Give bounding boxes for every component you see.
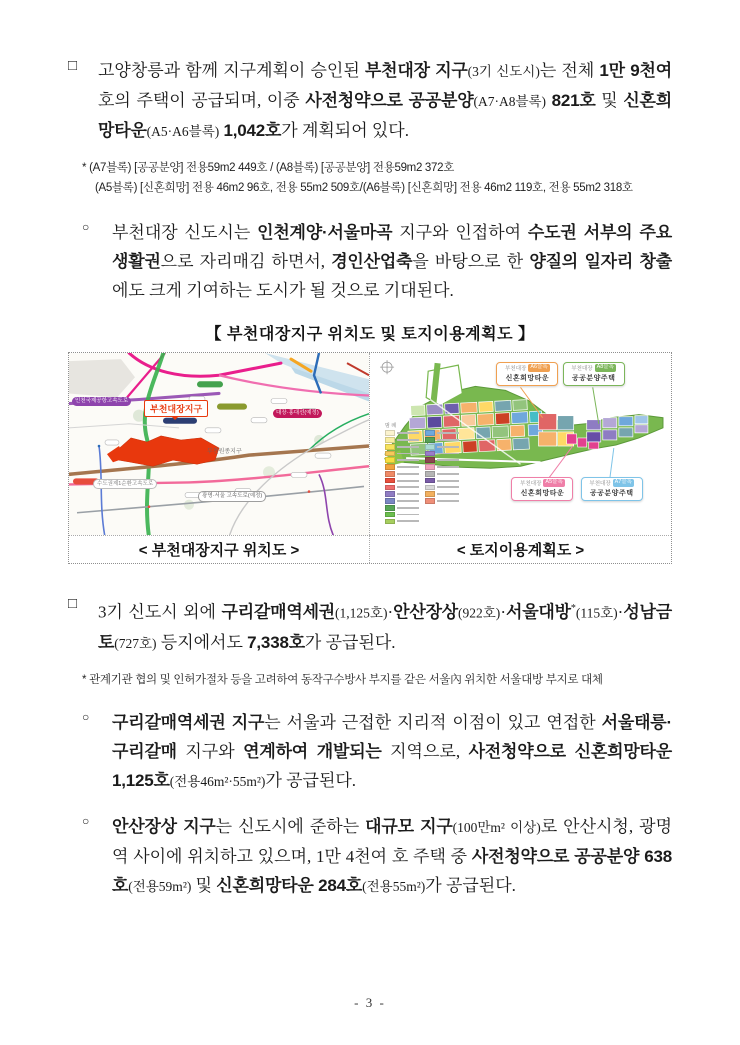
text-segment: 는 신도시에 준하는 — [215, 816, 366, 836]
text-segment: 지구와 — [176, 741, 244, 761]
legend-swatch — [385, 485, 395, 491]
legend-row — [385, 498, 419, 504]
legend-label-bar — [437, 480, 459, 482]
legend-row — [385, 451, 419, 457]
airport-expressway-label: 인천국제공항고속도로 — [72, 397, 131, 406]
callout-prefix: 부천대장 — [520, 480, 542, 487]
legend-swatch — [385, 505, 395, 511]
footnote-site-substitution — [82, 670, 672, 690]
paragraph-text — [112, 812, 672, 901]
legend-row — [385, 491, 419, 497]
legend-row — [385, 512, 419, 518]
legend-row — [425, 491, 459, 497]
legend-swatch — [385, 457, 395, 463]
text-segment: 경인산업축 — [331, 252, 413, 271]
text-segment: 7,338호 — [247, 632, 305, 652]
text-segment: (A5·A6블록) — [146, 124, 220, 139]
legend-swatch — [425, 491, 435, 497]
legend-label-bar — [437, 493, 459, 495]
text-segment: (전용55m²) — [362, 878, 426, 894]
paragraph-other-districts — [68, 594, 672, 658]
paragraph-ansan-jangsang — [68, 812, 672, 901]
legend-row — [385, 471, 419, 477]
legend-row — [385, 430, 419, 436]
text-segment: 가 계획되어 있다. — [281, 121, 409, 140]
text-segment: 호의 주택이 공급되며, 이중 — [98, 91, 306, 110]
landuse-legend — [385, 422, 505, 524]
square-bullet: □ — [68, 595, 78, 612]
callout-type: 공공분양주택 — [589, 489, 634, 497]
callout-block-badge: A8블록 — [596, 364, 614, 371]
callout-a8-public-sale — [563, 362, 625, 386]
legend-swatch — [385, 519, 395, 525]
text-segment: · — [500, 602, 506, 622]
text-segment: (전용46m²·55m²) — [169, 773, 266, 789]
legend-swatch — [425, 498, 435, 504]
paragraph-text — [112, 708, 672, 796]
callout-type: 신혼희망타운 — [520, 489, 565, 497]
text-segment: 으로 자리매김 하면서, — [160, 252, 332, 271]
text-segment: (115호) — [575, 605, 618, 621]
figure-title: 【 부천대장지구 위치도 및 토지이용계획도 】 — [205, 326, 535, 343]
paragraph-bucheon-daejang — [68, 56, 672, 146]
legend-label-bar — [397, 486, 419, 488]
text-segment: 1만 9천여 — [599, 61, 672, 80]
legend-label-bar — [437, 453, 459, 455]
legend-label-bar — [437, 446, 459, 448]
text-segment: 및 — [191, 875, 217, 895]
footnote-line: (A5블록) [신혼희망] 전용 46m2 96호, 전용 55m2 509호/(A6블록) [신혼희망] 전용 46m2 119호, 전용 55m2 318호 — [95, 182, 633, 194]
legend-swatch — [385, 478, 395, 484]
legend-label-bar — [437, 432, 459, 434]
text-segment: 안산장상 — [393, 602, 459, 622]
legend-swatch — [425, 457, 435, 463]
circle-bullet: ○ — [82, 709, 90, 724]
square-bullet: □ — [68, 57, 78, 74]
text-segment: (727호) — [114, 635, 157, 651]
landuse-map — [370, 353, 671, 535]
text-segment: 서울대방 — [505, 602, 571, 622]
legend-label-bar — [397, 446, 419, 448]
text-segment: 을 바탕으로 한 — [412, 252, 530, 271]
text-segment: 821호 — [551, 91, 596, 110]
legend-row — [385, 457, 419, 463]
text-segment: (1,125호) — [335, 605, 388, 621]
legend-row — [425, 478, 459, 484]
text-segment: (전용59m²) — [128, 878, 192, 894]
text-segment: 가 공급된다. — [265, 770, 357, 790]
callout-prefix: 부천대장 — [505, 366, 527, 373]
text-segment: 사전청약으로 공공분양 — [305, 91, 474, 110]
text-segment: (3기 신도시) — [467, 64, 540, 79]
gwangmyeong-seoul-expressway-label: 광명·서울 고속도로(예정) — [198, 491, 266, 502]
text-segment: 서울태릉·구리갈매 — [112, 712, 672, 761]
text-segment: 신혼희망타운 284호 — [216, 875, 363, 895]
text-segment: 지구와 인접하여 — [392, 223, 528, 242]
text-segment: 신혼희망타운 — [98, 91, 672, 140]
legend-swatch — [425, 464, 435, 470]
callout-block-badge: A5블록 — [545, 478, 563, 485]
legend-label-bar — [397, 439, 419, 441]
text-segment: 수도권 서부의 주요 생활권 — [112, 223, 672, 271]
legend-label-bar — [397, 453, 419, 455]
location-map-graphic — [69, 353, 369, 535]
text-segment: 등지에서도 — [156, 632, 248, 652]
text-segment: · — [617, 602, 624, 622]
callout-type: 공공분양주택 — [571, 375, 616, 383]
legend-row — [425, 457, 459, 463]
text-segment: (A7·A8블록) — [473, 94, 547, 109]
text-segment: 대규모 지구 — [365, 816, 453, 836]
legend-row — [425, 498, 459, 504]
circle-bullet: ○ — [82, 220, 90, 234]
text-segment: (922호) — [458, 605, 501, 621]
document-content — [0, 0, 740, 344]
daejang-hongdae-line-label: 대장·홍대선(예정) — [273, 409, 322, 418]
circle-bullet: ○ — [82, 813, 90, 828]
legend-row — [385, 478, 419, 484]
legend-label-bar — [397, 520, 419, 522]
legend-label-bar — [397, 432, 419, 434]
legend-row — [385, 485, 419, 491]
text-segment: 3기 신도시 외에 — [98, 602, 222, 622]
footnote-block-details — [82, 158, 672, 198]
wonjong-district-label: 부천원종지구 — [207, 448, 242, 455]
callout-prefix: 부천대장 — [589, 480, 611, 487]
legend-swatch — [385, 430, 395, 436]
callout-a5-newlywed — [511, 477, 573, 501]
text-segment: 로 안산시청, 광명역 사이에 위치하고 있으며, 1만 4천여 호 주택 중 — [112, 816, 672, 866]
paragraph-text — [98, 56, 672, 146]
legend-row — [385, 444, 419, 450]
paragraph-text — [112, 218, 672, 305]
legend-swatch — [425, 437, 435, 443]
legend-row — [425, 485, 459, 491]
page-number: - 3 - — [354, 995, 386, 1010]
text-segment: 사전청약으로 신혼희망타운 1,125호 — [112, 741, 672, 790]
legend-column — [425, 430, 459, 524]
legend-label-bar — [437, 473, 459, 475]
legend-swatch — [385, 498, 395, 504]
document-content-lower — [0, 594, 740, 901]
legend-row — [385, 437, 419, 443]
legend-label-bar — [397, 480, 419, 482]
legend-label-bar — [397, 473, 419, 475]
text-segment: 1,042호 — [223, 121, 282, 140]
text-segment: 사전청약으로 공공분양 638호 — [112, 846, 672, 895]
legend-row — [425, 464, 459, 470]
legend-swatch — [425, 471, 435, 477]
location-map — [69, 353, 370, 535]
legend-swatch — [385, 451, 395, 457]
text-segment: 고양창릉과 함께 지구계획이 승인된 — [98, 61, 365, 80]
ring-expressway-label: 수도권제1순환고속도로 — [93, 479, 157, 490]
legend-swatch — [385, 437, 395, 443]
daejang-district-callout: 부천대장지구 — [144, 400, 208, 417]
legend-label-bar — [437, 459, 459, 461]
legend-column — [385, 430, 419, 524]
legend-row — [385, 505, 419, 511]
paragraph-guri-galmae — [68, 708, 672, 796]
text-segment: 부천대장 지구 — [364, 61, 468, 80]
legend-label-bar — [437, 439, 459, 441]
legend-swatch — [385, 512, 395, 518]
legend-swatch — [385, 464, 395, 470]
text-segment: (100만m² 이상) — [452, 819, 541, 835]
legend-row — [385, 519, 419, 525]
text-segment: 지역으로, — [381, 741, 469, 761]
legend-label-bar — [397, 493, 419, 495]
legend-label-bar — [397, 514, 419, 516]
legend-label-bar — [437, 486, 459, 488]
legend-row — [425, 437, 459, 443]
legend-label-bar — [397, 466, 419, 468]
text-segment: 부천대장 신도시는 — [112, 223, 258, 242]
text-segment: 가 공급된다. — [425, 875, 516, 895]
text-segment: 성남금토 — [98, 602, 672, 652]
text-segment: 구리갈매역세권 지구 — [112, 712, 265, 732]
legend-swatch — [425, 444, 435, 450]
callout-a7-public-sale — [581, 477, 643, 501]
callout-block-badge: A6블록 — [530, 364, 548, 371]
text-segment: 및 — [595, 91, 624, 110]
legend-swatch — [385, 471, 395, 477]
legend-swatch — [425, 430, 435, 436]
callout-a6-newlywed — [496, 362, 558, 386]
legend-row — [425, 471, 459, 477]
text-segment: 가 공급된다. — [304, 632, 396, 652]
legend-label-bar — [397, 507, 419, 509]
location-map-caption: < 부천대장지구 위치도 > — [69, 535, 370, 563]
legend-title: 범 례 — [385, 423, 397, 430]
legend-swatch — [425, 478, 435, 484]
callout-prefix: 부천대장 — [571, 366, 593, 373]
text-segment: · — [387, 602, 394, 622]
legend-row — [385, 464, 419, 470]
legend-swatch — [385, 491, 395, 497]
text-segment: 안산장상 지구 — [112, 816, 216, 836]
legend-swatch — [385, 444, 395, 450]
text-segment: 연계하여 개발되는 — [243, 741, 382, 761]
legend-swatch — [425, 485, 435, 491]
landuse-map-caption: < 토지이용계획도 > — [370, 535, 671, 563]
footnote-line: * (A7블록) [공공분양] 전용59m2 449호 / (A8블록) [공공분양] 전용59m2 372호 — [82, 162, 455, 174]
text-segment: 에도 크게 기여하는 도시가 될 것으로 기대된다. — [112, 281, 454, 300]
text-segment: 양질의 일자리 창출 — [529, 252, 672, 271]
legend-swatch — [425, 451, 435, 457]
text-segment: 는 전체 — [539, 61, 600, 80]
callout-type: 신혼희망타운 — [505, 375, 550, 383]
legend-label-bar — [437, 466, 459, 468]
legend-label-bar — [437, 500, 459, 502]
legend-row — [425, 451, 459, 457]
legend-row — [425, 444, 459, 450]
legend-label-bar — [397, 459, 419, 461]
text-segment: 구리갈매역세권 — [221, 602, 336, 622]
legend-row — [425, 430, 459, 436]
paragraph-text — [98, 594, 672, 658]
paragraph-new-town-outlook — [68, 218, 672, 305]
legend-label-bar — [397, 500, 419, 502]
text-segment: * — [570, 603, 576, 614]
text-segment: 는 서울과 근접한 지리적 이점이 있고 연접한 — [264, 712, 602, 732]
figure-maps — [68, 352, 672, 564]
footnote-line: * 관계기관 협의 및 인허가절차 등을 고려하여 동작구수방사 부지를 같은 서울內 위치한 서울대방 부지로 대체 — [82, 673, 603, 686]
callout-block-badge: A7블록 — [614, 478, 632, 485]
text-segment: 인천계양·서울마곡 — [257, 223, 393, 242]
